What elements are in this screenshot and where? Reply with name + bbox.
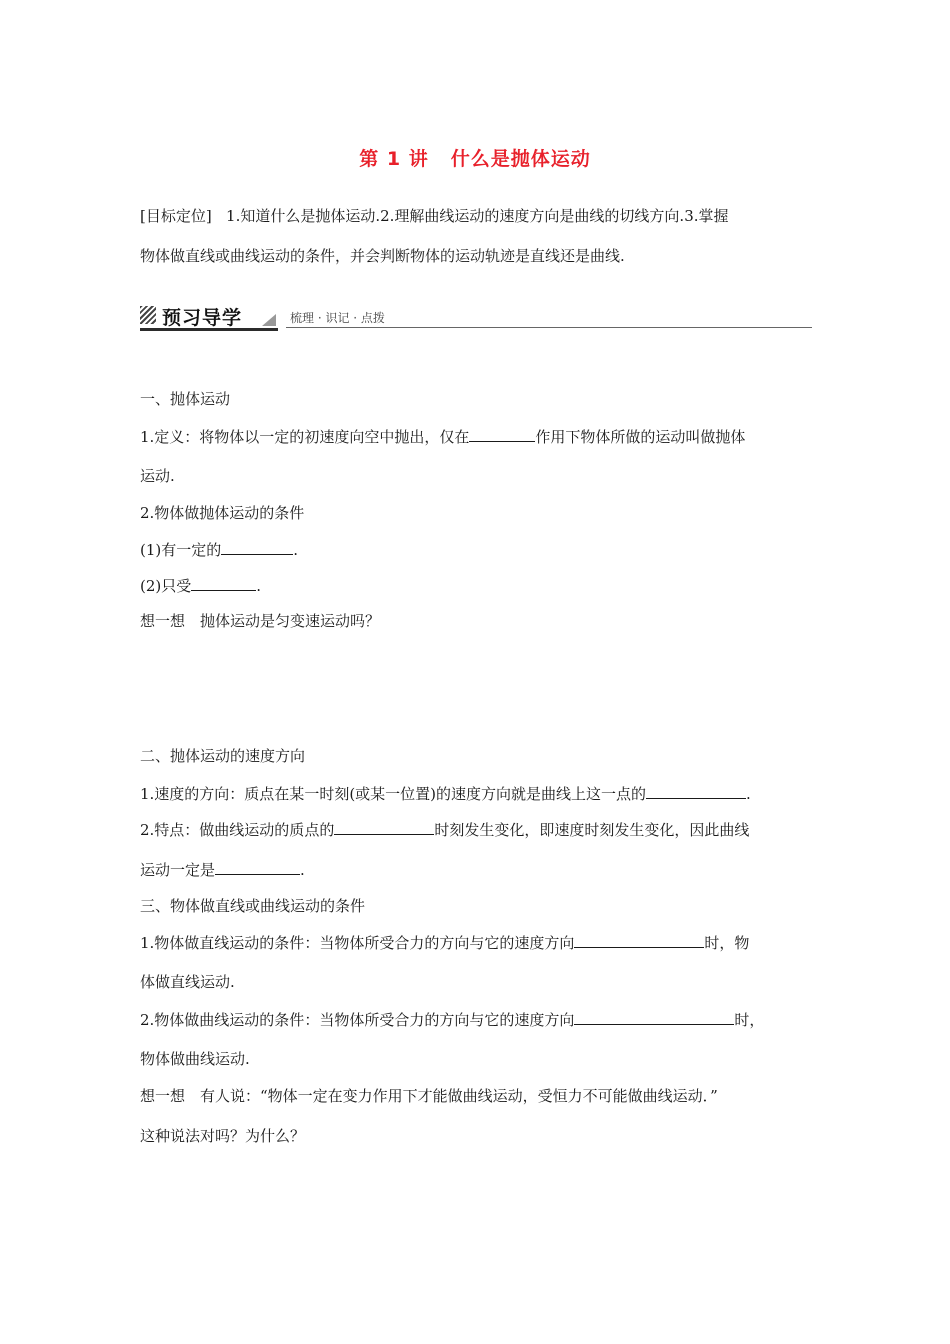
triangle-decoration-icon	[262, 314, 276, 326]
lesson-number: 第 1 讲	[359, 148, 429, 170]
period: .	[293, 541, 299, 559]
s1-definition-line-2: 运动.	[140, 467, 175, 485]
s3-straight-text-b: 时，物	[704, 934, 750, 952]
section-header-title: 预习导学	[162, 307, 243, 329]
s1-condition-2	[140, 576, 812, 595]
fill-blank[interactable]	[469, 427, 535, 442]
objective-line-2: 物体做直线或曲线运动的条件，并会判断物体的运动轨迹是直线还是曲线.	[140, 247, 625, 265]
s2-feature-line-2	[140, 860, 812, 879]
s2-feature-text-a: 2.特点：做曲线运动的质点的	[140, 821, 335, 839]
period: .	[300, 861, 305, 879]
s2-direction-text: 1.速度的方向：质点在某一时刻(或某一位置)的速度方向就是曲线上这一点的	[140, 785, 647, 803]
objective-label: [目标定位]	[140, 207, 212, 225]
s1-definition-text-b: 作用下物体所做的运动叫做抛体	[535, 428, 746, 446]
s1-definition-text-a: 1.定义：将物体以一定的初速度向空中抛出，仅在	[140, 428, 470, 446]
s2-feature-text-c: 运动一定是	[140, 861, 216, 879]
section-header-rule	[286, 327, 812, 328]
s3-curve-text-b: 时，	[734, 1011, 765, 1029]
s3-think-line-2: 这种说法对吗？为什么？	[140, 1127, 306, 1145]
section-header-box	[140, 302, 278, 331]
s1-condition-2-text: (2)只受	[140, 577, 192, 595]
s2-heading: 二、抛体运动的速度方向	[140, 747, 306, 765]
section-header-preview	[140, 300, 812, 332]
objective-text-1: 1.知道什么是抛体运动.2.理解曲线运动的速度方向是曲线的切线方向.3.掌握	[226, 207, 729, 225]
fill-blank[interactable]	[574, 933, 704, 948]
s1-think-question: 想一想 抛体运动是匀变速运动吗？	[140, 612, 381, 630]
s1-condition-1	[140, 540, 812, 559]
lesson-title	[0, 144, 950, 171]
stripe-decoration-icon	[140, 306, 156, 324]
fill-blank[interactable]	[215, 860, 300, 875]
s3-straight-line-2: 体做直线运动.	[140, 973, 235, 991]
s3-straight-line-1	[140, 933, 812, 952]
s3-think-line-1: 想一想 有人说：“物体一定在变力作用下才能做曲线运动，受恒力不可能做曲线运动．”	[140, 1087, 718, 1105]
fill-blank[interactable]	[574, 1010, 734, 1025]
s3-curve-line-1	[140, 1010, 812, 1029]
fill-blank[interactable]	[221, 540, 293, 555]
s1-heading: 一、抛体运动	[140, 390, 231, 408]
section-header-subtitle: 梳理 · 识记 · 点拨	[290, 311, 385, 325]
s3-straight-text-a: 1.物体做直线运动的条件：当物体所受合力的方向与它的速度方向	[140, 934, 575, 952]
fill-blank[interactable]	[646, 784, 746, 799]
s1-condition-heading: 2.物体做抛体运动的条件	[140, 504, 305, 522]
objective-line-1	[140, 207, 812, 225]
period: .	[256, 577, 262, 595]
period: .	[746, 785, 751, 803]
s2-direction-line	[140, 784, 812, 803]
s2-feature-line-1	[140, 820, 812, 839]
s3-heading: 三、物体做直线或曲线运动的条件	[140, 897, 366, 915]
s1-condition-1-text: (1)有一定的	[140, 541, 222, 559]
fill-blank[interactable]	[191, 576, 256, 591]
lesson-name: 什么是抛体运动	[450, 148, 591, 170]
fill-blank[interactable]	[334, 820, 434, 835]
s2-feature-text-b: 时刻发生变化，即速度时刻发生变化，因此曲线	[434, 821, 750, 839]
s3-curve-text-a: 2.物体做曲线运动的条件：当物体所受合力的方向与它的速度方向	[140, 1011, 575, 1029]
s3-curve-line-2: 物体做曲线运动.	[140, 1050, 250, 1068]
s1-definition-line-1	[140, 427, 812, 446]
